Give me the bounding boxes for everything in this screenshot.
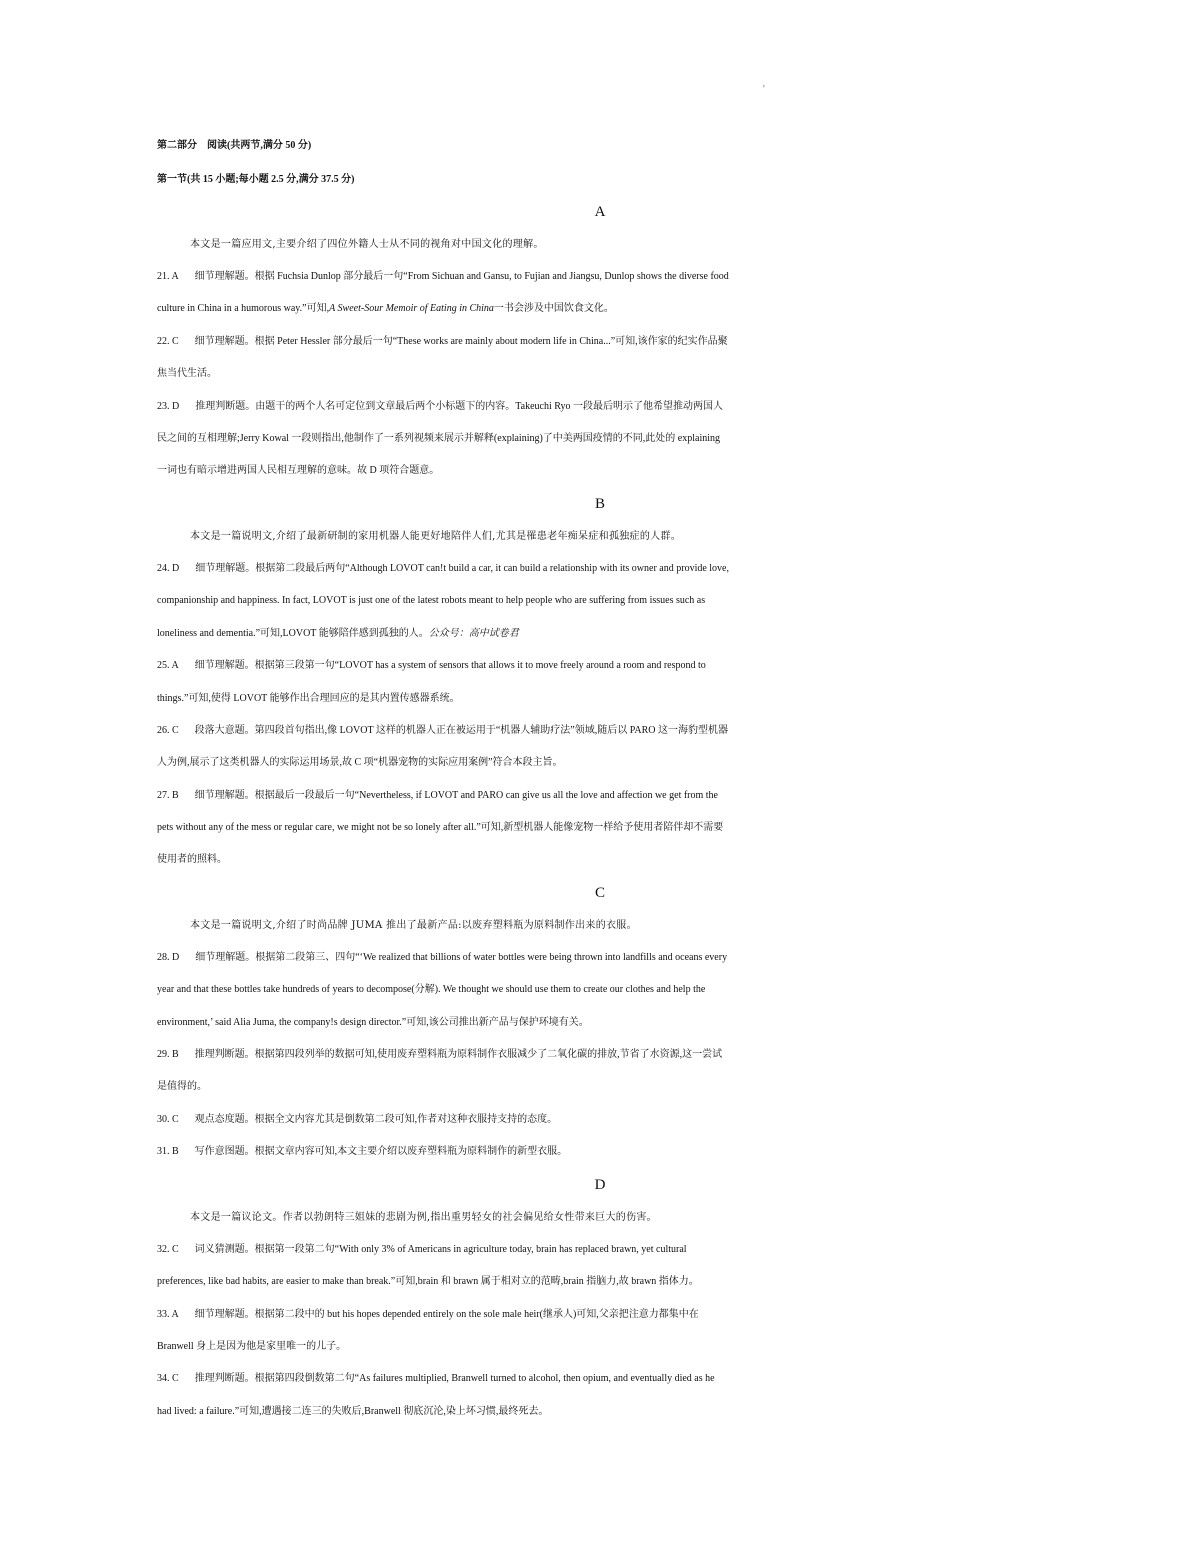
- answer-number: 26. C: [157, 725, 179, 736]
- answer-line: [157, 1369, 1057, 1389]
- passage-c-summary: 本文是一篇说明文,介绍了时尚品牌 JUMA 推出了最新产品:以废弃塑料瓶为原料制作出来的衣服。: [190, 920, 637, 931]
- answer-line: [157, 1110, 1057, 1130]
- passage-letter-d: D: [594, 1177, 606, 1193]
- answer-line: 一词也有暗示增进两国人民相互理解的意味。故 D 项符合题意。: [157, 465, 440, 476]
- answer-line: had lived: a failure.”可知,遭遇接二连三的失败后,Branwell 彻底沉沦,染上坏习惯,最终死去。: [157, 1406, 549, 1417]
- answer-text: 词义猜测题。根据第一段第二句“With only 3% of Americans in agriculture today, brain has replaced brawn, yet cultural: [194, 1244, 687, 1255]
- answer-text: 写作意图题。根据文章内容可知,本文主要介绍以废弃塑料瓶为原料制作的新型衣服。: [194, 1146, 568, 1157]
- answer-line: [157, 299, 1057, 319]
- answer-number: 30. C: [157, 1114, 179, 1125]
- answer-line: 使用者的照料。: [157, 854, 227, 865]
- answer-text: 推理判断题。根据第四段倒数第二句“As failures multiplied, Branwell turned to alcohol, then opium, and eventually died as he: [194, 1373, 715, 1384]
- page-mark: ': [763, 84, 765, 95]
- subsection-heading: 第一节(共 15 小题;每小题 2.5 分,满分 37.5 分): [157, 174, 355, 185]
- answer-line: year and that these bottles take hundreds of years to decompose(分解). We thought we should use them to create our clothes and help the: [157, 984, 706, 995]
- answer-line: [157, 559, 1057, 579]
- answer-number: 33. A: [157, 1309, 179, 1320]
- answer-line: [157, 1305, 1057, 1325]
- answer-line: things.”可知,使得 LOVOT 能够作出合理回应的是其内置传感器系统。: [157, 693, 460, 704]
- answer-text: 推理判断题。根据第四段列举的数据可知,使用废弃塑料瓶为原料制作衣服减少了二氧化碳的排放,节省了水资源,这一尝试: [194, 1049, 723, 1060]
- book-title: A Sweet-Sour Memoir of Eating in China: [329, 303, 494, 314]
- answer-line: [157, 948, 1057, 968]
- answer-text: 段落大意题。第四段首句指出,像 LOVOT 这样的机器人正在被运用于“机器人辅助疗法”领域,随后以 PARO 这一海豹型机器: [194, 725, 729, 736]
- passage-letter-b: B: [594, 496, 605, 512]
- answer-number: 29. B: [157, 1049, 179, 1060]
- answer-line: [157, 624, 1057, 644]
- answer-line: 焦当代生活。: [157, 368, 217, 379]
- answer-number: 31. B: [157, 1146, 179, 1157]
- answer-line: [157, 1142, 1057, 1162]
- answer-text: 细节理解题。根据第二段第三、四句“‘We realized that billions of water bottles were being thrown into landfills and oceans every: [195, 952, 728, 963]
- passage-letter-c: C: [594, 885, 605, 901]
- answer-line: companionship and happiness. In fact, LOVOT is just one of the latest robots meant to help people who are suffering from issues such as: [157, 595, 706, 606]
- answer-line: preferences, like bad habits, are easier to make than break.”可知,brain 和 brawn 属于相对立的范畴,brain 指脑力,故 brawn 指体力。: [157, 1276, 699, 1287]
- answer-line: 是值得的。: [157, 1081, 207, 1092]
- answer-number: 21. A: [157, 271, 179, 282]
- answer-number: 28. D: [157, 952, 180, 963]
- answer-line: [157, 656, 1057, 676]
- answer-line: [157, 721, 1057, 741]
- answer-text: 推理判断题。由题干的两个人名可定位到文章最后两个小标题下的内容。Takeuchi Ryo 一段最后明示了他希望推动两国人: [195, 401, 724, 412]
- answer-line: [157, 786, 1057, 806]
- answer-number: 27. B: [157, 790, 179, 801]
- answer-text: 一书会涉及中国饮食文化。: [493, 303, 614, 314]
- answer-line: [157, 1240, 1057, 1260]
- answer-line: environment,’ said Alia Juma, the company!s design director.”可知,该公司推出新产品与保护环境有关。: [157, 1017, 589, 1028]
- passage-b-summary: 本文是一篇说明文,介绍了最新研制的家用机器人能更好地陪伴人们,尤其是罹患老年痴呆症和孤独症的人群。: [190, 531, 682, 542]
- passage-d-summary: 本文是一篇议论文。作者以勃朗特三姐妹的悲剧为例,指出重男轻女的社会偏见给女性带来巨大的伤害。: [190, 1212, 657, 1223]
- answer-text: 细节理解题。根据 Peter Hessler 部分最后一句“These works are mainly about modern life in China...”可知,该作家的纪实作品聚: [194, 336, 728, 347]
- answer-number: 32. C: [157, 1244, 179, 1255]
- answer-line: pets without any of the mess or regular care, we might not be so lonely after all.”可知,新型机器人能像宠物一样给予使用者陪伴却不需要: [157, 822, 724, 833]
- answer-number: 22. C: [157, 336, 179, 347]
- answer-line: [157, 332, 1057, 352]
- answer-text: 细节理解题。根据第二段最后两句“Although LOVOT can!t build a car, it can build a relationship with its owner and provide love,: [195, 563, 729, 574]
- answer-text: loneliness and dementia.”可知,LOVOT 能够陪伴感到孤独的人。: [157, 628, 429, 639]
- watermark-note: 公众号：高中试卷君: [428, 628, 519, 639]
- answer-number: 23. D: [157, 401, 180, 412]
- answer-line: Branwell 身上是因为他是家里唯一的儿子。: [157, 1341, 347, 1352]
- section-heading: 第二部分 阅读(共两节,满分 50 分): [157, 140, 312, 151]
- answer-line: 人为例,展示了这类机器人的实际运用场景,故 C 项“机器宠物的实际应用案例”符合本段主旨。: [157, 757, 563, 768]
- answer-number: 25. A: [157, 660, 179, 671]
- answer-text: culture in China in a humorous way.”可知,: [157, 303, 330, 314]
- answer-text: 细节理解题。根据 Fuchsia Dunlop 部分最后一句“From Sichuan and Gansu, to Fujian and Jiangsu, Dunlop shows the diverse food: [194, 271, 729, 282]
- answer-line: 民之间的互相理解;Jerry Kowal 一段则指出,他制作了一系列视频来展示并解释(explaining)了中美两国疫情的不同,此处的 explaining: [157, 433, 721, 444]
- answer-line: [157, 267, 1057, 287]
- answer-text: 细节理解题。根据第二段中的 but his hopes depended entirely on the sole male heir(继承人)可知,父亲把注意力都集中在: [194, 1309, 699, 1320]
- answer-line: [157, 397, 1057, 417]
- answer-text: 细节理解题。根据最后一段最后一句“Nevertheless, if LOVOT and PARO can give us all the love and affection we get from the: [194, 790, 718, 801]
- passage-a-summary: 本文是一篇应用文,主要介绍了四位外籍人士从不同的视角对中国文化的理解。: [190, 239, 544, 250]
- answer-number: 34. C: [157, 1373, 179, 1384]
- answer-number: 24. D: [157, 563, 180, 574]
- passage-letter-a: A: [594, 204, 606, 220]
- answer-line: [157, 1045, 1057, 1065]
- answer-text: 观点态度题。根据全文内容尤其是倒数第二段可知,作者对这种衣服持支持的态度。: [194, 1114, 558, 1125]
- answer-text: 细节理解题。根据第三段第一句“LOVOT has a system of sensors that allows it to move freely around a room and respond to: [194, 660, 706, 671]
